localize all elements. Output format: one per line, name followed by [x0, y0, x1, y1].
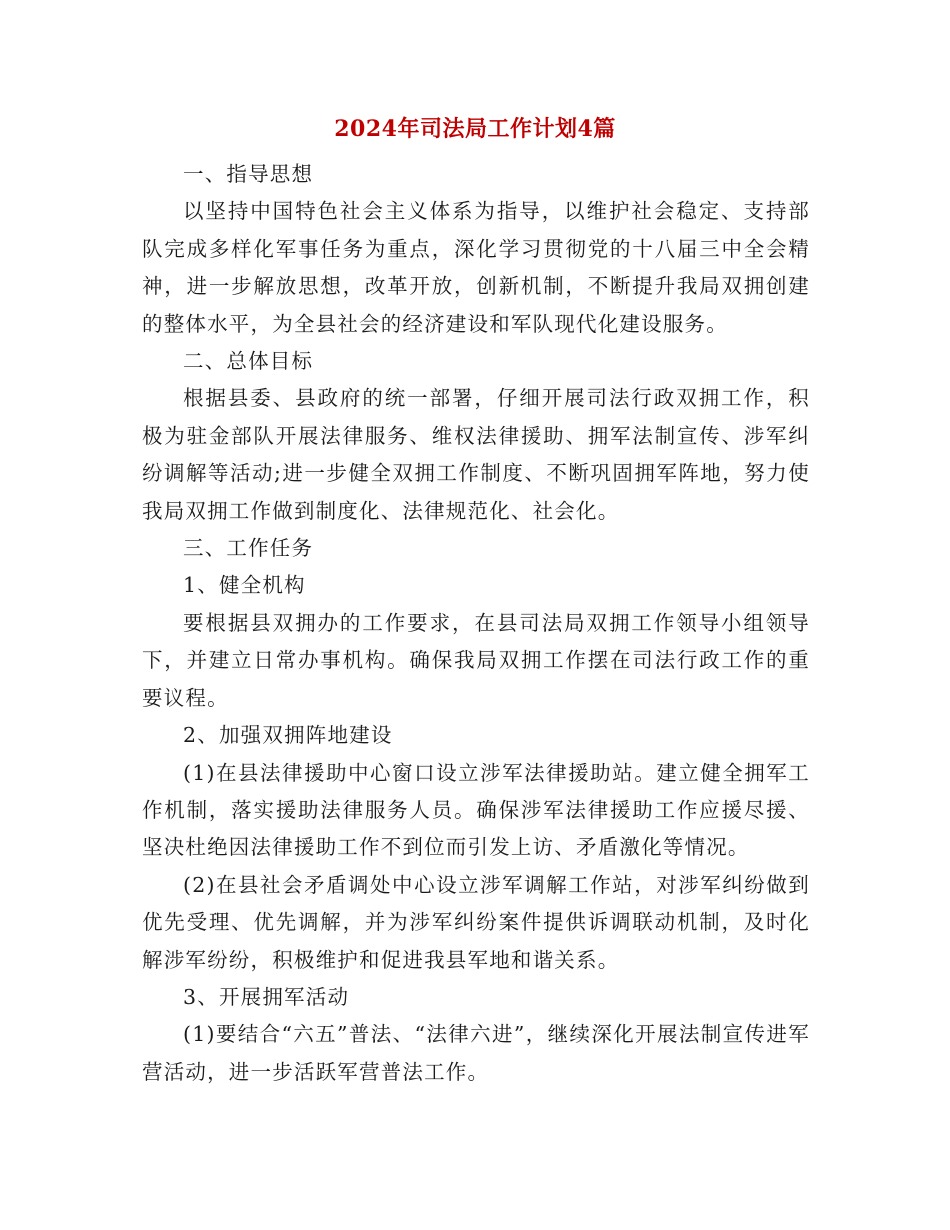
paragraph-legal-publicity: (1)要结合“六五”普法、“法律六进”，继续深化开展法制宣传进军营活动，进一步活跃军营普法工作。 [142, 1022, 810, 1084]
paragraph-overall-goal: 根据县委、县政府的统一部署，仔细开展司法行政双拥工作，积极为驻金部队开展法律服务、维权法律援助、拥军法制宣传、涉军纠纷调解等活动;进一步健全双拥工作制度、不断巩固拥军阵地，努力使我局双拥工作做到制度化、法律规范化、社会化。 [142, 386, 810, 523]
paragraph-improve-organization: 要根据县双拥办的工作要求，在县司法局双拥工作领导小组领导下，并建立日常办事机构。确保我局双拥工作摆在司法行政工作的重要议程。 [142, 610, 810, 710]
section-heading-guiding-ideology: 一、指导思想 [183, 162, 314, 186]
paragraph-guiding-ideology: 以坚持中国特色社会主义体系为指导，以维护社会稳定、支持部队完成多样化军事任务为重点，深化学习贯彻党的十八届三中全会精神，进一步解放思想，改革开放，创新机制，不断提升我局双拥创建的整体水平，为全县社会的经济建设和军队现代化建设服务。 [142, 199, 810, 336]
document-title: 2024年司法局工作计划4篇 [334, 116, 616, 142]
subheading-support-army-activities: 3、开展拥军活动 [183, 984, 350, 1009]
section-heading-overall-goal: 二、总体目标 [183, 349, 314, 374]
subheading-improve-organization: 1、健全机构 [183, 573, 306, 598]
document-body [142, 156, 810, 1091]
paragraph-mediation-station: (2)在县社会矛盾调处中心设立涉军调解工作站，对涉军纠纷做到优先受理、优先调解，并为涉军纠纷案件提供诉调联动机制，及时化解涉军纷纷，积极维护和促进我县军地和谐关系。 [142, 872, 810, 972]
paragraph-legal-aid-station: (1)在县法律援助中心窗口设立涉军法律援助站。建立健全拥军工作机制，落实援助法律服务人员。确保涉军法律援助工作应援尽援、坚决杜绝因法律援助工作不到位而引发上访、矛盾激化等情况。 [142, 760, 810, 860]
section-heading-work-tasks: 三、工作任务 [183, 536, 314, 561]
subheading-strengthen-base: 2、加强双拥阵地建设 [183, 723, 393, 748]
